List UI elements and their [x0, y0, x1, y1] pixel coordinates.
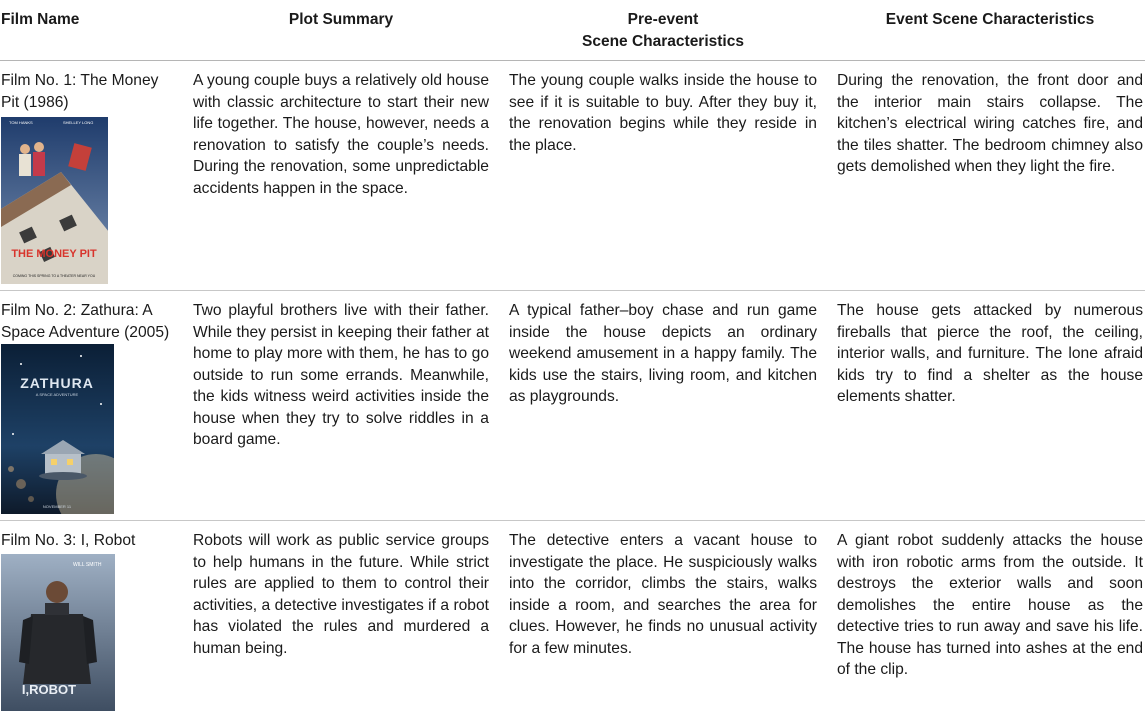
poster-money-pit-tagline: COMING THIS SPRING TO A THEATER NEAR YOU — [12, 274, 96, 278]
poster-zathura — [1, 344, 114, 514]
poster-zathura-title: ZATHURA — [20, 375, 94, 391]
poster-money-pit-credit-left: TOM HANKS — [9, 120, 33, 125]
header-event-scene: Event Scene Characteristics — [885, 11, 1095, 28]
event-scene-cell: A giant robot suddenly attacks the house with iron robotic arms from the outside. It destroys the exterior walls and soon demolishes the entire house as the detective tries to run away and save his life. The house has turned into ashes at the end of the clip. — [837, 532, 1143, 678]
pre-event-cell: The detective enters a vacant house to investigate the place. He suspiciously walks into the corridor, climbs the stairs, walks inside a room, and searches the area for clues. However, he finds no unusual activity for a few minutes. — [509, 532, 817, 657]
poster-money-pit-title: THE MONEY PIT — [11, 248, 97, 260]
plot-summary-cell: Robots will work as public service groups to help humans in the future. While strict rules are applied to them to control their activities, a detective investigates if a robot has violated the rules and murdered a human being. — [193, 532, 489, 657]
film-name-cell: Film No. 1: The Money Pit (1986) — [1, 72, 159, 111]
poster-i-robot-image — [1, 554, 115, 711]
poster-i-robot — [1, 554, 115, 711]
event-scene-cell: The house gets attacked by numerous fireballs that pierce the roof, the ceiling, interior walls, and furniture. The lone afraid kids try to find a shelter as the house elements shatter. — [837, 302, 1143, 405]
poster-zathura-subtitle: A SPACE ADVENTURE — [35, 392, 79, 397]
header-plot-summary: Plot Summary — [288, 11, 394, 28]
poster-i-robot-title: I,ROBOT — [21, 682, 77, 697]
header-pre-event-line2: Scene Characteristics — [582, 32, 744, 50]
header-pre-event-line1: Pre-event — [627, 11, 699, 28]
table-header-row — [0, 0, 1145, 61]
table-row — [0, 61, 1145, 291]
header-pre-event — [509, 9, 817, 52]
event-scene-cell: During the renovation, the front door and the interior main stairs collapse. The kitchen’s electrical wiring catches fire, and the tiles shatter. The bedroom chimney also gets demolished when they light the fire. — [837, 72, 1143, 175]
poster-zathura-date: NOVEMBER 11 — [42, 504, 72, 509]
film-name-cell: Film No. 2: Zathura: A Space Adventure (2005) — [1, 302, 170, 341]
film-name-cell: Film No. 3: I, Robot — [1, 532, 136, 549]
plot-summary-cell: A young couple buys a relatively old house with classic architecture to start their new life together. The house, however, needs a renovation to satisfy the couple’s needs. During the renovation, some unpredictable accidents happen in the space. — [193, 72, 489, 197]
table-row — [0, 291, 1145, 521]
header-film-name: Film Name — [1, 11, 80, 28]
table-row — [0, 521, 1145, 719]
poster-i-robot-star: WILL SMITH — [73, 562, 102, 568]
poster-money-pit — [1, 117, 108, 284]
poster-money-pit-image — [1, 117, 108, 284]
poster-zathura-image — [1, 344, 114, 514]
pre-event-cell: A typical father–boy chase and run game inside the house depicts an ordinary weekend amusement in a happy family. The kids use the stairs, living room, and kitchen as playgrounds. — [509, 302, 817, 405]
plot-summary-cell: Two playful brothers live with their father. While they persist in keeping their father at home to play more with them, he has to go outside to run some errands. Meanwhile, the kids witness weird activities inside the house when they try to solve riddles in a board game. — [193, 302, 489, 448]
poster-money-pit-credit-right: SHELLEY LONG — [63, 120, 94, 125]
pre-event-cell: The young couple walks inside the house to see if it is suitable to buy. After they buy it, the renovation begins while they reside in the place. — [509, 72, 817, 154]
